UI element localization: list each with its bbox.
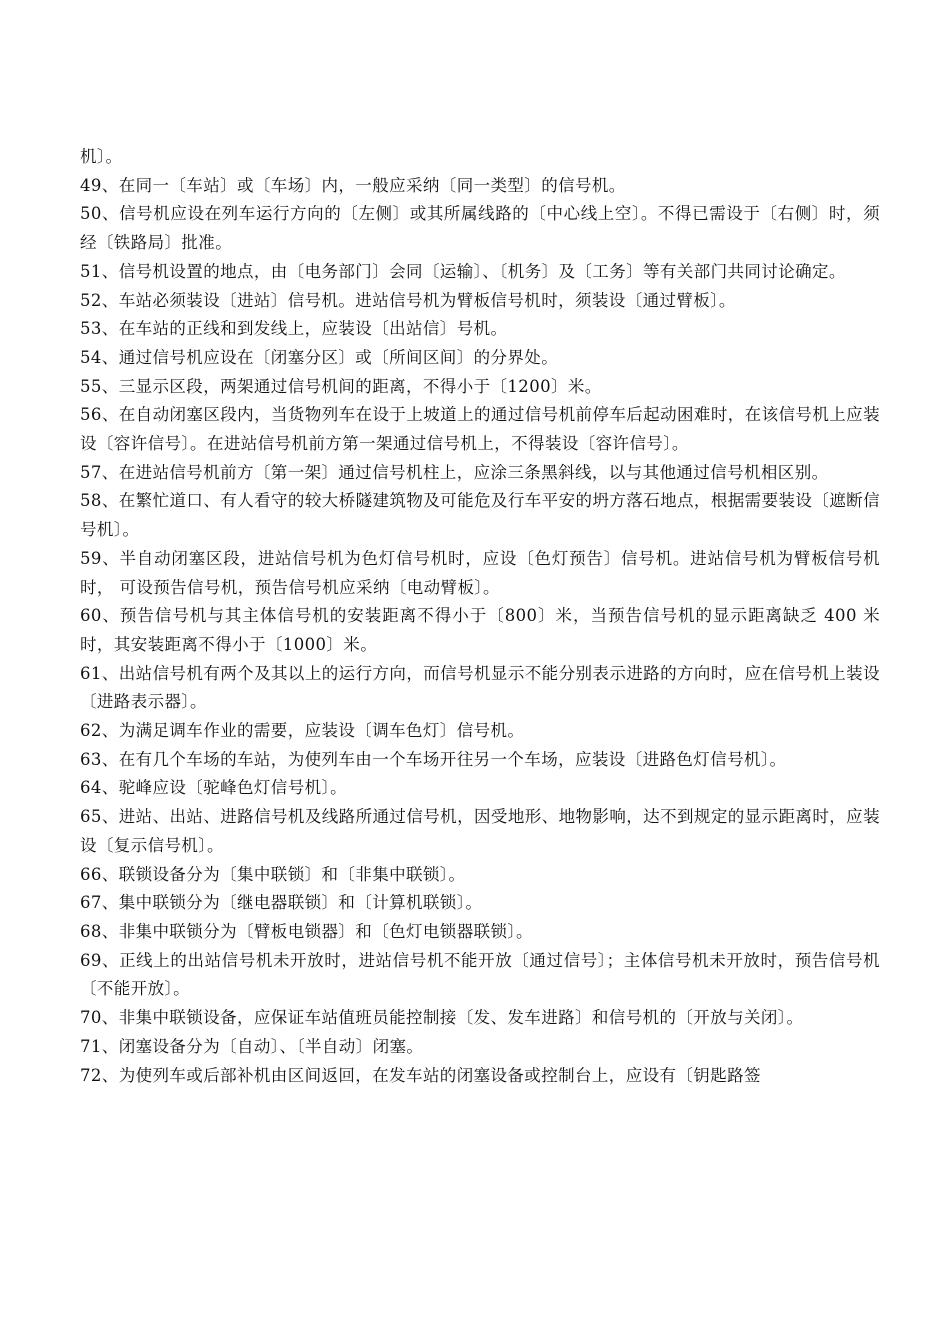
paragraph-70: 70、非集中联锁设备，应保证车站值班员能控制接〔发、发车进路〕和信号机的〔开放与关闭〕。 <box>80 1008 804 1028</box>
paragraph-53: 53、在车站的正线和到发线上，应装设〔出站信〕号机。 <box>80 319 508 339</box>
paragraph-69: 69、正线上的出站信号机未开放时，进站信号机不能开放〔通过信号〕；主体信号机未开放时，预告信号机〔不能开放〕。 <box>80 950 880 999</box>
paragraph-65: 65、进站、出站、进路信号机及线路所通过信号机，因受地形、地物影响，达不到规定的显示距离时，应装设〔复示信号机〕。 <box>80 807 880 855</box>
paragraph-57: 57、在进站信号机前方〔第一架〕通过信号机柱上，应涂三条黑斜线，以与其他通过信号机相区别。 <box>80 462 829 482</box>
paragraph-51: 51、信号机设置的地点，由〔电务部门〕会同〔运输〕、〔机务〕及〔工务〕等有关部门共同讨论确定。 <box>80 261 846 281</box>
paragraph-67: 67、集中联锁分为〔继电器联锁〕和〔计算机联锁〕。 <box>80 893 483 913</box>
paragraph-54: 54、通过信号机应设在〔闭塞分区〕或〔所间区间〕的分界处。 <box>80 347 559 367</box>
paragraph-49: 49、在同一〔车站〕或〔车场〕内，一般应采纳〔同一类型〕的信号机。 <box>80 175 626 195</box>
paragraph-71: 71、闭塞设备分为〔自动〕、〔半自动〕闭塞。 <box>80 1036 424 1056</box>
paragraph-60: 60、预告信号机与其主体信号机的安装距离不得小于〔800〕米，当预告信号机的显示距离缺乏 400 米时，其安装距离不得小于〔1000〕米。 <box>80 606 880 654</box>
paragraph-62: 62、为满足调车作业的需要，应装设〔调车色灯〕信号机。 <box>80 721 525 741</box>
paragraph-58: 58、在繁忙道口、有人看守的较大桥隧建筑物及可能危及行车平安的坍方落石地点，根据需要装设〔遮断信号机〕。 <box>80 491 880 540</box>
paragraph-50: 50、信号机应设在列车运行方向的〔左侧〕或其所属线路的〔中心线上空〕。不得已需设于〔右侧〕时，须经〔铁路局〕批准。 <box>80 204 880 253</box>
paragraph-63: 63、在有几个车场的车站，为使列车由一个车场开往另一个车场，应装设〔进路色灯信号机〕。 <box>80 749 787 769</box>
paragraph-52: 52、车站必须装设〔进站〕信号机。进站信号机为臂板信号机时，须装设〔通过臂板〕。 <box>80 290 736 310</box>
paragraph-59: 59、半自动闭塞区段，进站信号机为色灯信号机时，应设〔色灯预告〕信号机。进站信号机为臂板信号机时， 可设预告信号机，预告信号机应采纳〔电动臂板〕。 <box>80 548 880 597</box>
paragraph-56: 56、在自动闭塞区段内，当货物列车在设于上坡道上的通过信号机前停车后起动困难时，在该信号机上应装设〔容许信号〕。在进站信号机前方第一架通过信号机上，不得装设〔容许信号〕。 <box>80 405 880 454</box>
paragraph-64: 64、驼峰应设〔驼峰色灯信号机〕。 <box>80 778 348 798</box>
document-body <box>80 143 880 1090</box>
paragraph-66: 66、联锁设备分为〔集中联锁〕和〔非集中联锁〕。 <box>80 864 466 884</box>
paragraph-55: 55、三显示区段，两架通过信号机间的距离，不得小于〔1200〕米。 <box>80 376 602 396</box>
paragraph-72: 72、为使列车或后部补机由区间返回，在发车站的闭塞设备或控制台上，应设有〔钥匙路签 <box>80 1065 761 1085</box>
paragraph-continuation: 机〕。 <box>80 147 123 166</box>
paragraph-61: 61、出站信号机有两个及其以上的运行方向，而信号机显示不能分别表示进路的方向时，应在信号机上装设〔进路表示器〕。 <box>80 663 880 712</box>
paragraph-68: 68、非集中联锁分为〔臂板电锁器〕和〔色灯电锁器联锁〕。 <box>80 921 533 941</box>
